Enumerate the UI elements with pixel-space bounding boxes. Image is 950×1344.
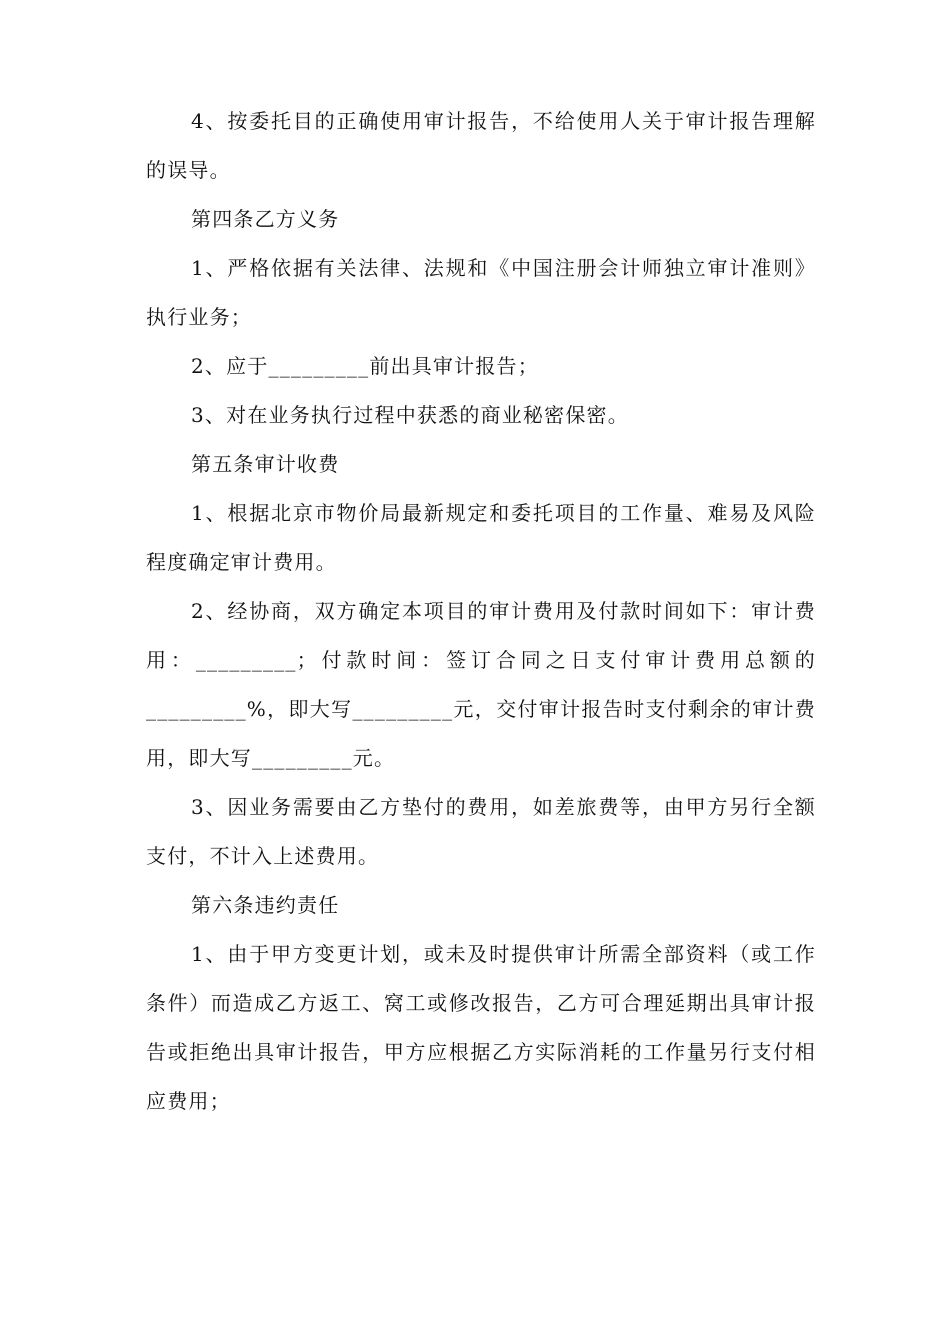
article-5-item-2: 2、经协商，双方确定本项目的审计费用及付款时间如下：审计费用：_________；付款时间：签订合同之日支付审计费用总额的_________%，即大写_________元，交付审计报告时支付剩余的审计费用，即大写_________元。 bbox=[146, 599, 816, 770]
article-4-heading: 第四条乙方义务 bbox=[191, 207, 340, 231]
article-4-item-3: 3、对在业务执行过程中获悉的商业秘密保密。 bbox=[191, 403, 629, 427]
article-5-item-3: 3、因业务需要由乙方垫付的费用，如差旅费等，由甲方另行全额支付，不计入上述费用。 bbox=[146, 795, 816, 868]
article-6-item-1: 1、由于甲方变更计划，或未及时提供审计所需全部资料（或工作条件）而造成乙方返工、窝工或修改报告，乙方可合理延期出具审计报告或拒绝出具审计报告，甲方应根据乙方实际消耗的工作量另行支付相应费用； bbox=[146, 942, 816, 1113]
article-5-heading: 第五条审计收费 bbox=[191, 452, 340, 476]
clause-3-item-4: 4、按委托目的正确使用审计报告，不给使用人关于审计报告理解的误导。 bbox=[146, 109, 816, 182]
article-4-item-1: 1、严格依据有关法律、法规和《中国注册会计师独立审计准则》执行业务； bbox=[146, 256, 816, 329]
article-4-item-2: 2、应于_________前出具审计报告； bbox=[191, 354, 539, 378]
article-6-heading: 第六条违约责任 bbox=[191, 893, 340, 917]
document-body bbox=[146, 97, 816, 1126]
article-5-item-1: 1、根据北京市物价局最新规定和委托项目的工作量、难易及风险程度确定审计费用。 bbox=[146, 501, 816, 574]
